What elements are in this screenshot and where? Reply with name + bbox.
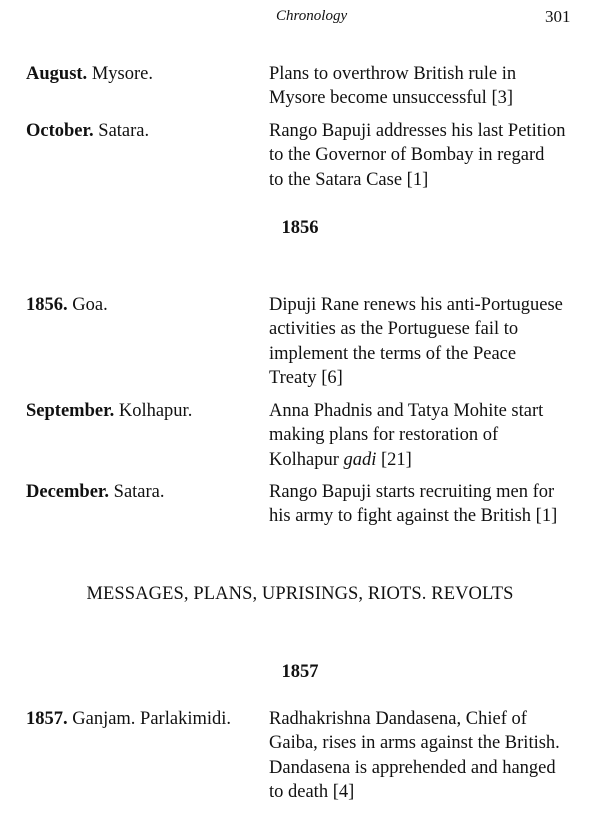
entry-line: Dipuji Rane renews his anti-Portuguese — [269, 295, 563, 315]
entry-line: Mysore become unsuccessful [3] — [269, 88, 514, 109]
entry-description — [269, 62, 589, 111]
running-head — [0, 8, 600, 28]
entry-line: Gaiba, rises in arms against the British. — [269, 733, 560, 754]
entry-line: Plans to overthrow British rule in — [269, 64, 517, 84]
entry-line: activities as the Portuguese fail to — [269, 319, 519, 340]
entry-date-place — [26, 480, 266, 504]
entry-line-text: [21] — [376, 449, 412, 470]
entry-line: Anna Phadnis and Tatya Mohite start — [269, 401, 544, 421]
entry-line — [269, 448, 589, 472]
entry-line-text: Kolhapur — [269, 449, 344, 470]
entry-line: to the Governor of Bombay in regard — [269, 145, 545, 166]
section-heading: MESSAGES, PLANS, UPRISINGS, RIOTS. REVOLTS — [86, 584, 514, 604]
italic-term: gadi — [343, 449, 377, 470]
entry-place: Ganjam. Parlakimidi. — [67, 709, 232, 729]
entry-description — [269, 119, 589, 192]
entry-line: his army to fight against the British [1] — [269, 506, 558, 527]
entry-date-place — [26, 62, 266, 86]
entry-description — [269, 399, 589, 472]
entry-line: implement the terms of the Peace — [269, 343, 517, 364]
entry-date-place — [26, 293, 266, 317]
entry-date: 1857. — [26, 709, 68, 729]
entry-date: September. — [26, 401, 115, 421]
page-number: 301 — [545, 7, 571, 26]
entry-description — [269, 293, 589, 391]
entry-date: August. — [26, 64, 88, 84]
running-title: Chronology — [276, 8, 348, 24]
entry-line: Rango Bapuji starts recruiting men for — [269, 482, 555, 502]
entry-line: to the Satara Case [1] — [269, 169, 429, 190]
entry-line: Dandasena is apprehended and hanged — [269, 757, 556, 778]
entry-date: October. — [26, 121, 94, 141]
entry-date-place — [26, 707, 266, 731]
entry-line: Rango Bapuji addresses his last Petition — [269, 121, 566, 141]
entry-line: to death [4] — [269, 782, 355, 803]
entry-place: Mysore. — [87, 64, 153, 84]
entry-date-place — [26, 119, 266, 143]
year-heading-1857: 1857 — [281, 662, 319, 682]
year-heading-1856: 1856 — [281, 218, 319, 238]
entry-date-place — [26, 399, 266, 423]
entry-description — [269, 480, 589, 529]
entry-description — [269, 707, 589, 805]
entry-date: 1856. — [26, 295, 68, 315]
entry-place: Kolhapur. — [114, 401, 193, 421]
entry-place: Satara. — [93, 121, 150, 141]
entry-line: Treaty [6] — [269, 368, 343, 389]
entry-place: Satara. — [109, 482, 165, 502]
entry-date: December. — [26, 482, 110, 502]
entry-place: Goa. — [67, 295, 108, 315]
entry-line: Radhakrishna Dandasena, Chief of — [269, 709, 527, 729]
entry-line: making plans for restoration of — [269, 425, 499, 446]
